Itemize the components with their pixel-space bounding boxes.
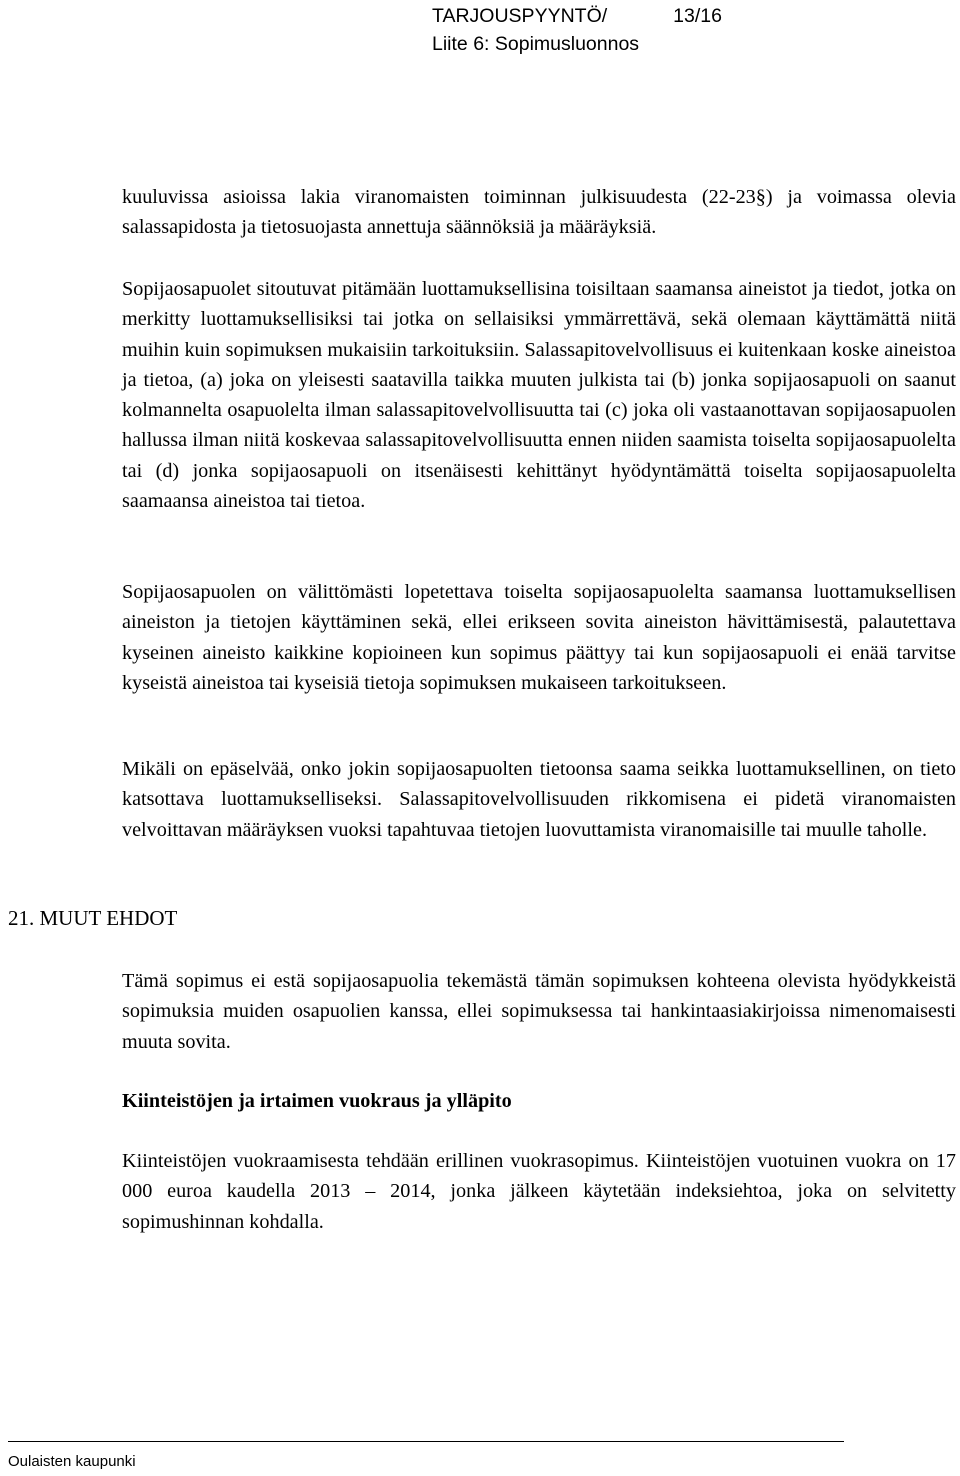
paragraph-unclear-confidentiality: Mikäli on epäselvää, onko jokin sopijaosapuolten tietoonsa saama seikka luottamuksellinen, on tieto katsottava luottamukselliseksi. Salassapitovelvollisuuden rikkomisena ei pidetä viranomaisten velvoittavan määräyksen vuoksi tapahtuvaa tietojen luovuttamista viranomaisille tai muulle taholle.: [122, 758, 956, 841]
paragraph-other-agreements: Tämä sopimus ei estä sopijaosapuolia tekemästä tämän sopimuksen kohteena olevista hyödykkeistä sopimuksia muiden osapuolien kanssa, ellei sopimuksessa tai hankintaasiakirjoissa nimenomaisesti muuta sovita.: [122, 970, 956, 1053]
page-header: [432, 2, 722, 58]
subsection-heading: Kiinteistöjen ja irtaimen vuokraus ja ylläpito: [122, 1090, 512, 1112]
attachment-label: Liite 6: Sopimusluonnos: [432, 33, 640, 55]
footer-divider: [8, 1441, 844, 1442]
paragraph-property-lease: Kiinteistöjen vuokraamisesta tehdään erillinen vuokrasopimus. Kiinteistöjen vuotuinen vuokra on 17 000 euroa kaudella 2013 – 2014, jonka jälkeen käytetään indeksiehtoa, joka on selvitetty sopimushinnan kohdalla.: [122, 1150, 956, 1233]
section-heading: 21. MUUT EHDOT: [8, 906, 178, 930]
paragraph-confidentiality-laws: kuuluvissa asioissa lakia viranomaisten toiminnan julkisuudesta (22-23§) ja voimassa olevia salassapidosta ja tietosuojasta annettuja säännöksiä ja määräyksiä.: [122, 186, 956, 239]
paragraph-material-return: Sopijaosapuolen on välittömästi lopetettava toiselta sopijaosapuolelta saamansa luottamuksellisen aineiston ja tietojen käyttäminen sekä, ellei erikseen sovita aineiston hävittämisestä, palautettava kyseinen aineisto kaikkine kopioineen kun sopimus päättyy tai kun sopijaosapuoli ei enää tarvitse kyseistä aineistoa tai kyseisiä tietoja sopimuksen mukaiseen tarkoitukseen.: [122, 581, 956, 694]
page-number: 13/16: [673, 5, 722, 27]
header-first-line: [432, 2, 722, 30]
footer-organization: Oulaisten kaupunki: [8, 1453, 136, 1470]
paragraph-confidentiality-obligation: Sopijaosapuolet sitoutuvat pitämään luottamuksellisina toisiltaan saamansa aineistot ja tiedot, jotka on merkitty luottamuksellisiksi tai jotka on sellaisiksi ymmärrettävä, sekä olemaan käyttämättä niitä muihin kuin sopimuksen mukaisiin tarkoituksiin. Salassapitovelvollisuus ei kuitenkaan koske aineistoa ja tietoa, (a) joka on yleisesti saatavilla taikka muuten julkista tai (b) jonka sopijaosapuoli on saanut kolmannelta osapuolelta ilman salassapitovelvollisuutta tai (c) joka oli vastaanottavan sopijaosapuolen hallussa ilman niitä koskevaa salassapitovelvollisuutta ennen niiden saamista toiselta sopijaosapuolelta tai (d) jonka sopijaosapuoli on itsenäisesti kehittänyt hyödyntämättä toiselta sopijaosapuolelta saamaansa aineistoa tai tietoa.: [122, 278, 956, 513]
document-title: TARJOUSPYYNTÖ/: [432, 5, 608, 27]
